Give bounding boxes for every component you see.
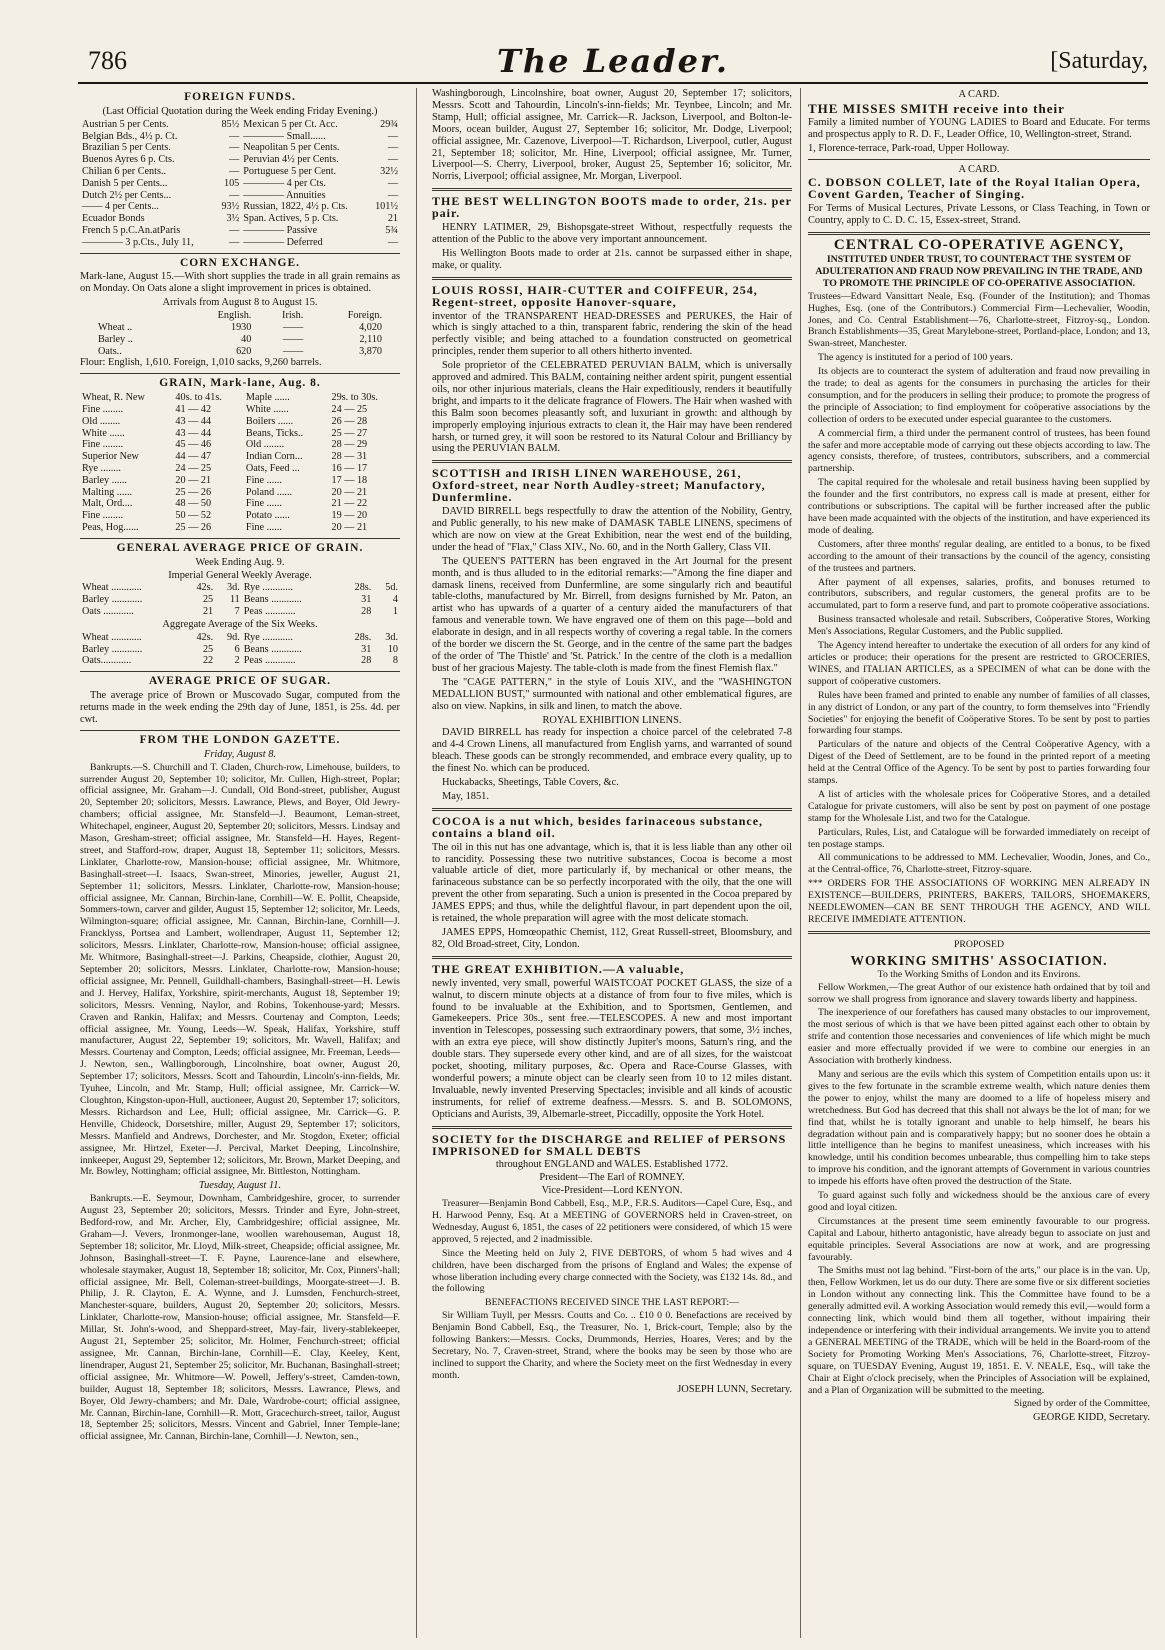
grain-row-cell: Rye ........ <box>82 462 121 474</box>
sugar-text: The average price of Brown or Muscovado Sugar, computed from the returns made in the week ending the 29th day of June, 1851, is 25s. 4d. per cwt. <box>80 690 400 725</box>
society-ad-sub: throughout ENGLAND and WALES. Established 1772. <box>495 1159 729 1171</box>
corn-arrivals-table <box>96 310 384 357</box>
corn-row-cell: Oats.. <box>98 345 122 357</box>
rossi-ad-text: inventor of the TRANSPARENT HEAD-DRESSES and PERUKES, the Hair of which is singly attached to a thin, transparent fabric, rendering the skin of the head perfectly visible; and being attached to a foundation constructed on geometrical principles, render them superior to all others hitherto invented. <box>432 310 792 358</box>
avg-row-cell: Peas ............ <box>243 606 296 618</box>
avg-row-cell: 11 <box>229 594 240 606</box>
cocoa-ad-text: The oil in this nut has one advantage, which is, that it is less liable than any other oil to rancidity. Possessing these two nutritive substances, Cocoa is become a most valuable article of diet, more particularly if, by mechanical or other means, the farinaceous substance can be so perfectly incorporated with the oily, that the one will prevent the other from separating. Such a union is presented in the Cocoa prepared by JAMES EPPS; and thus, while the delightful flavour, in part dependent upon the oil, is retained, the whole preparation will agree with the most delicate stomach. <box>432 841 792 925</box>
grain-row-cell: 24 — 25 <box>331 404 368 415</box>
card2-text: For Terms of Musical Lectures, Private Lessons, or Class Teaching, in Town or Country, apply to C. D. C. 15, Essex-street, Strand. <box>808 203 1150 227</box>
linen-ad-title: SCOTTISH and IRISH LINEN WAREHOUSE, 261, Oxford-street, near North Audley-street; Manufactory, Dunfermline. <box>432 466 766 505</box>
agency-p13: All communications to be addressed to MM. Lechevalier, Woodin, Jones, and Co., at the Central-office, 76, Charlotte-street, Fitzroy-square. <box>808 852 1150 876</box>
corn-row <box>96 322 384 334</box>
grain-aggregate-table <box>80 632 400 667</box>
smiths-p3: Many and serious are the evils which this system of Competition entails upon us: it gives to the few fortunate in the scramble extreme wealth, which nature denies them the power to enjoy, whilst the many are doomed to a life of hopeless misery and wretchedness. But God has decreed that this shall not always be the lot of man; for we find that, whilst he is totally ignorant and unable to help himself, he bears his degradation without pain and is comparatively happy; but no sooner does he obtain a little intelligence than he begins to manifest uneasiness, which increases with his knowledge, until his condition becomes unbearable, thus compelling him to take steps to improve his condition, and the ignorant attempts of Government in various countries to impede his efforts have often proved the destruction of the State. <box>808 1068 1150 1188</box>
funds-row-cell: 93½ <box>221 201 240 213</box>
funds-row-cell: — <box>229 154 240 166</box>
avg-row-cell: Wheat ............ <box>82 582 142 594</box>
funds-row <box>80 213 400 225</box>
boots-ad-text2: His Wellington Boots made to order at 21s. cannot be surpassed either in shape, make, or quality. <box>432 247 792 271</box>
agency-p4: The capital required for the wholesale and retail business having been supplied by the founder and the first contributors, no express call is made at present, either for contributions or subscriptions. The capital will be further increased after the public have been made acquainted with the objects of the institution, and have experienced its mode of dealing. <box>808 477 1150 536</box>
grain-row <box>80 487 400 499</box>
gazette-friday: Friday, August 8. <box>204 748 276 760</box>
agency-p10: Particulars of the nature and objects of the Central Coöperative Agency, with a Digest of the Deed of Settlement, are to be found in the printed report of a meeting held at the Central Office of the Agency. To be sent by post to parties forwarding four stamps. <box>808 739 1150 787</box>
column-3 <box>808 88 1150 1638</box>
grain-row-cell: White ...... <box>82 427 125 439</box>
column-1 <box>80 88 400 1638</box>
funds-row-cell: — <box>387 142 398 154</box>
grain-row-cell: 45 — 46 <box>175 439 212 451</box>
funds-row <box>80 119 400 131</box>
corn-row-cell: —— <box>282 333 304 345</box>
funds-row <box>80 154 400 166</box>
funds-row-cell: Buenos Ayres 6 p. Cts. <box>82 154 175 166</box>
corn-row-cell: —— <box>282 345 304 357</box>
avg-row-cell: 1 <box>392 606 398 618</box>
grain-average-heading: GENERAL AVERAGE PRICE OF GRAIN. <box>116 541 364 554</box>
funds-row <box>80 166 400 178</box>
gazette-friday-text: Bankrupts.—S. Churchill and T. Claden, Church-row, Limehouse, builders, to surrender August 20, September 10; solicitor, Mr. Cullen, High-street, Poplar; official assignee, Mr. Graham—J. Cundall, Old Bond-street, publisher, August 20, September 20; solicitors, Messrs. Lawrance, Plews, and Boyer, Old Jewry-chambers; official assignee, Mr. Stansfeld—J. Beaumont, Leman-street, Whitechapel, engineer, August 20, September 20; solicitors, Messrs. Lindsay and Mason, Gresham-street; official assignee, Mr. Stansfeld—H. Hayes, Regent-street, and Stafford-row, draper, August 18, September 11; solicitors, Messrs. Linklater, Charlotte-row, Mansion-house; official assignee, Mr. Whitmore, Basinghall-street—I. Isaacs, Swan-street, Minories, jeweller, August 21, September 11; solicitors, Messrs. Linklater, Charlotte-row, Mansion-house; official assignee, Mr. Cannan, Birchin-lane, Cornhill—W. E. Pollit, Cheapside, Sommers-town, carver and gilder, August 15, September 12; solicitor, Mr. Leeds, Wilmington-square; official assignee, Mr. Cannan, Birchin-lane, Cornhill—J. Francklyss, Portsea and Lambert, wollendraper, August 11, September 12; solicitors, Messrs. Linklater, Charlotte-row, Mansion-house; official assignee, Mr. Whitmore, Basinghall-street—J. Parkins, Cheapside, clothier, August 20, September 20; solicitors, Messrs. Linklater, Charlotte-row, Mansion-house; official assignee, Mr. Pennell, Guildhall-chambers, Basinghall-street—H. Lewis and J. Hervey, Halifax, Yorkshire, spirit-merchants, August 18, September 19; solicitors, Messrs. Venning, Naylor, and Robins, Tokenhouse-yard; Messrs. Craven and Rankin, Halifax; and Messrs. Courtenay and Compton, Leeds; official assignee, Mr. Young, Leeds—W. Speak, Halifax, Yorkshire, stuff manufacturer, August 22, September 19; solicitors, Mr. Wavell, Halifax; and Messrs. Courtenay and Compton, Leeds; official assignee, Mr. Freeman, Leeds—J. Newton, sen., Wallingborough, Lincolnshire, boat owner, August 20, September 17; solicitors, Messrs. Scott and Tahourdin, Lincoln's-inn-fields, Mr. Tyuhee, Lincoln, and Mr. Stamp, Hull; official assignee, Mr. Carrick—W. Cloughton, Kingston-upon-Hull, auctioneer, August 20, September 17; solicitors, Messrs. Richardson and Lee, Hull; official assignee, Mr. Carrick—G. P. Henville, Chideock, Dorsetshire, miller, August 29, September 17; solicitors, Messrs. Manfield and Andrews, Dorchester, and Mr. Stogdon, Exeter; official assignee, Mr. Hirtzel, Exeter—J. Percival, Market Deeping, Lincolnshire, innkeeper, August 29, September 12; solicitors, Mr. Brown, Market Deeping, and Mr. Bowley, Nottingham; official assignee, Mr. Bittleston, Nottingham. <box>80 761 400 1178</box>
society-text2: Since the Meeting held on July 2, FIVE DEBTORS, of whom 5 had wives and 4 children, have been discharged from the prisons of England and Wales; the expense of whose liberation including every charge connected with the Society, was £132 14s. 8d., and the following <box>432 1247 792 1295</box>
grain-row-cell: Peas, Hog...... <box>82 521 139 533</box>
avg-row-cell: 7 <box>234 606 240 618</box>
funds-row-cell: — <box>387 154 398 166</box>
grain-row-cell: Maple ...... <box>245 392 290 404</box>
grain-row-cell: Poland ...... <box>245 486 293 498</box>
funds-row-cell: 32½ <box>380 166 398 177</box>
agency-trustees: Trustees—Edward Vansittart Neale, Esq. (Founder of the Institution); and Thomas Hughes, Esq. (one of the Contributors.) Commercial Firm—Lechevalier, Woodin, Jones, and Co. Central Establishment—76, Charlotte-street, Fitzroy-sq., London. Branch Establishments—35, Great Marylebone-street, Portland-place, London; and 13, Swan-street, Manchester. <box>808 290 1150 350</box>
aggregate-row-cell: Barley ............ <box>82 643 143 655</box>
aggregate-row-cell: Oats............ <box>82 655 132 667</box>
corn-row <box>96 334 384 346</box>
aggregate-row-cell: 28s. <box>354 631 372 643</box>
grain-row-cell: 29s. to 30s. <box>331 392 378 404</box>
avg-row-cell: 5d. <box>385 582 398 594</box>
avg-row-cell: 25 <box>202 594 214 606</box>
agency-sub: INSTITUTED UNDER TRUST, TO COUNTERACT THE SYSTEM OF ADULTERATION AND FRAUD NOW PREVAILING IN THE TRADE, AND TO PROMOTE THE PRINCIPLE OF CO-OPERATIVE ASSOCIATION. <box>815 253 1143 289</box>
funds-row <box>80 142 400 154</box>
gazette-tuesday-text: Bankrupts.—E. Seymour, Downham, Cambridgeshire, grocer, to surrender August 23, September 20; solicitors, Messrs. Trinder and Eyre, John-street, Bedford-row, and Mr. Archer, Ely, Cambridgeshire; official assignee, Mr. Graham—J. Vevers, Ironmonger-lane, woollen warehouseman, August 18, September 18; solicitor, Mr. Lloyd, Milk-street, Cheapside; official assignee, Mr. Johnson, Basinghall-street—T. F. Payne, Laurence-lane and elsewhere, wholesale staymaker, August 18, September 18; solicitor, Mr. Cox, Pinners'-hall; official assignee, Mr. Bell, Coleman-street-buildings, Moorgate-street—J. B. Philip, J. R. Clayton, E. A. Wynne, and J. Lumsden, Fenchurch-street, Manchester-square, builders, August 20, September 20; solicitors, Messrs. Linklater, Charlotte-row, Mansion-house; official assignee, Mr. Stansfeld—F. Millar, St. John's-wood, and Sheppard-street, May-fair, livery-stablekeeper, August 21, September 25; solicitor, Mr. Holmer, Fenchurch-street; official assignee, Mr. Cannan, Birchin-lane, Cornhill—E. Clay, Keeley, Kent, linendraper, August 21, September 25; solicitor, Mr. Buchanan, Basinghall-street; official assignee, Mr. Whitmore—W. Powell, Jeffery's-street, Camden-town, builder, August 18, September 18; solicitors, Messrs. Lawrance, Plews, and Boyer, Old Jewry-chambers; and Mr. Dale, Wardrobe-court; official assignee, Mr. Cannan, Birchin-lane, Cornhill—R. Mott, Gracechurch-street, tailor, August 18, September 25; solicitors, Messrs. Vincent and Gabriel, Inner Temple-lane; official assignee, Mr. Cannan, Birchin-lane, Cornhill—J. Newton, sen., <box>80 1193 400 1443</box>
card1-address: 1, Florence-terrace, Park-road, Upper Holloway. <box>808 142 1010 154</box>
grain-row-cell: 43 — 44 <box>175 415 212 427</box>
funds-row-cell: Chilian 6 per Cents.. <box>82 166 167 177</box>
grain-row-cell: Wheat, R. New <box>82 392 145 404</box>
funds-row-cell: 29¾ <box>380 118 398 130</box>
aggregate-row-cell: Peas ............ <box>243 655 296 667</box>
aggregate-row-cell: 31 <box>361 643 372 655</box>
society-president: President—The Earl of ROMNEY. <box>539 1172 685 1184</box>
avg-row-cell: 42s. <box>196 582 214 594</box>
avg-row-cell: Oats ............ <box>82 606 134 618</box>
grain-heading: GRAIN, Mark-lane, Aug. 8. <box>159 377 321 390</box>
aggregate-row-cell: 10 <box>387 643 398 655</box>
grain-table <box>80 392 400 534</box>
agency-p14: *** ORDERS FOR THE ASSOCIATIONS OF WORKING MEN ALREADY IN EXISTENCE—BUILDERS, PRINTERS, BAKERS, TAILORS, SHOEMAKERS, NEEDLEWOMEN—CAN BE SENT THROUGH THE AGENCY, AND WILL RECEIVE IMMEDIATE ATTENTION. <box>808 878 1150 925</box>
grain-row-cell: 20 — 21 <box>331 486 368 498</box>
grain-average-table <box>80 582 400 617</box>
funds-row-cell: Portuguese 5 per Cent. <box>243 166 337 177</box>
grain-row-cell: 21 — 22 <box>331 498 368 510</box>
grain-row-cell: Boilers ...... <box>245 415 294 427</box>
avg-row-cell: Barley ............ <box>82 594 143 606</box>
funds-row-cell: Peruvian 4½ per Cents. <box>243 154 339 166</box>
funds-row-cell: ———— 3 p.Cts., July 11, <box>82 236 194 248</box>
funds-row <box>80 237 400 249</box>
rossi-ad-title: LOUIS ROSSI, HAIR-CUTTER and COIFFEUR, 254, Regent-street, opposite Hanover-square, <box>432 282 758 309</box>
funds-row-cell: ———— Annuities <box>243 189 326 201</box>
linen-royal: ROYAL EXHIBITION LINENS. <box>542 714 682 726</box>
aggregate-row-cell: 22 <box>202 655 214 667</box>
grain-row-cell: 16 — 17 <box>331 462 368 474</box>
exhibition-ad-text: newly invented, very small, powerful WAISTCOAT POCKET GLASS, the size of a walnut, to discern minute objects at a distance of from four to five miles, which is found to be invaluable at the Exhibition, and to Sportsmen, Gentlemen, and Gamekeepers. Price 30s., sent free.—TELESCOPES. A new and most important invention in Telescopes, possessing such extraordinary powers, that some, 3½ inches, with an extra eye piece, will show distinctly Jupiter's moons, Saturn's ring, and the double stars. They supersede every other kind, and are of all sizes, for the waistcoat pocket, shooting, military purposes, &c. Opera and Race-Course Glasses, with wonderful powers; a minute object can be clearly seen from 10 to 12 miles distant. Invaluable, newly invented Preserving Spectacles; invisible and all kinds of acoustic instruments, for relief of extreme deafness.—Messrs. S. and B. SOLOMONS, Opticians and Aurists, 39, Albemarle-street, Piccadilly, opposite the York Hotel. <box>432 977 792 1120</box>
grain-row <box>80 475 400 487</box>
grain-row-cell: Malt, Ord.... <box>82 498 133 510</box>
grain-row-cell: 26 — 28 <box>331 415 368 427</box>
linen-ad-text5: Huckabacks, Sheetings, Table Covers, &c. <box>442 777 619 789</box>
corn-row-cell: 4,020 <box>359 322 382 333</box>
grain-row-cell: Indian Corn... <box>245 451 303 463</box>
funds-row-cell: ———— 4 per Cts. <box>243 177 326 189</box>
grain-row-cell: Oats, Feed ... <box>245 462 300 474</box>
avg-row-cell: 28s. <box>354 582 372 594</box>
agency-p9: Rules have been framed and printed to enable any number of families of all classes, in any district of London, or any part of the country, to form themselves into "Friendly Societies" for enjoying the benefit of Coöperative Stores. To be sent by post to parties forwarding four stamps. <box>808 689 1150 737</box>
card1-title: THE MISSES SMITH receive into their <box>808 100 1065 116</box>
funds-row-cell: Ecuador Bonds <box>82 213 145 225</box>
funds-row-cell: — <box>387 177 398 189</box>
agency-p7: Business transacted wholesale and retail. Subscribers, Coöperative Stores, Working Men's Associations, Regular Customers, and the Public supplied. <box>808 614 1150 638</box>
agency-p1: The agency is instituted for a period of 100 years. <box>818 352 1013 364</box>
smiths-p6: The Smiths must not lag behind. "First-born of the arts," our place is in the van. Up, then, Fellow Workmen, let us do our duty. There are some five or six different societies in London without any connecting link. This the Committee have found to be a generally admitted evil. A working Association would remedy this evil,—would form a connecting link, which would bind them all together, without impairing their independence or interfering with their individual arrangements. We invite you to attend a GENERAL MEETING of the TRADE, which will be held in the Board-room of the Society for Promoting Working Men's Associations, 76, Charlotte-street, Fitzroy-square, on TUESDAY Evening, August 19, 1851. E. V. NEALE, Esq., will take the Chair at Eight o'clock precisely, when the Principles of Association will be explained, and a Plan of Organization will be submitted to the meeting. <box>808 1265 1150 1396</box>
grain-row <box>80 404 400 416</box>
avg-row-cell: 31 <box>361 594 372 606</box>
grain-row-cell: 48 — 50 <box>175 498 212 510</box>
grain-row-cell: 25 — 27 <box>331 427 368 439</box>
avg-row <box>80 594 400 606</box>
smiths-p2: The inexperience of our forefathers has caused many obstacles to our improvement, the most serious of which is that we have been pitted against each other to obtain by strife and contention those necessaries and conveniences of life which might be much easier and more effectually provided if we were to combine our energies in an Association with brotherly kindness. <box>808 1007 1150 1067</box>
funds-row-cell: Neapolitan 5 per Cents. <box>243 142 340 154</box>
corn-row <box>96 346 384 358</box>
funds-row-cell: Brazilian 5 per Cents. <box>82 142 171 154</box>
foreign-funds-heading: FOREIGN FUNDS. <box>184 91 296 103</box>
avg-row-cell: 4 <box>392 594 398 606</box>
linen-ad-text3: The "CAGE PATTERN," in the style of Louis XIV., and the "WASHINGTON MEDALLION BUST," surmounted with national and other emblematical figures, are also on view. Napkins, in silk and linen, to match the above. <box>432 676 792 712</box>
society-benefactions: BENEFACTIONS RECEIVED SINCE THE LAST REPORT:— <box>485 1297 739 1309</box>
column-divider <box>800 88 801 1638</box>
avg-row-cell: Beans ............ <box>243 594 302 606</box>
corn-col-header: Foreign. <box>347 310 382 322</box>
aggregate-row-cell: Rye ............ <box>243 631 293 643</box>
smiths-p4: To guard against such folly and wickedness should be the anxious care of every good and loyal citizen. <box>808 1190 1150 1213</box>
grain-row-cell: 20 — 21 <box>331 521 368 533</box>
corn-row-cell: 40 <box>241 333 252 345</box>
card2-title: C. DOBSON COLLET, late of the Royal Italian Opera, Covent Garden, Teacher of Singing. <box>808 175 1141 202</box>
corn-row-cell: 3,870 <box>359 345 382 357</box>
grain-row-cell: Malting ...... <box>82 486 133 498</box>
aggregate-row <box>80 644 400 656</box>
funds-row-cell: Russian, 1822, 4½ p. Cts. <box>243 201 348 213</box>
grain-row-cell: Fine ........ <box>82 439 124 451</box>
grain-row-cell: 25 — 26 <box>175 521 212 533</box>
funds-row <box>80 201 400 213</box>
grain-row-cell: Fine ...... <box>245 521 282 533</box>
gazette-tuesday: Tuesday, August 11. <box>198 1180 282 1192</box>
aggregate-row-cell: 3d. <box>385 631 398 643</box>
page-number: 786 <box>88 46 127 75</box>
smiths-label: PROPOSED <box>953 938 1005 950</box>
linen-ad-text: DAVID BIRRELL begs respectfully to draw the attention of the Nobility, Gentry, and Public generally, to his new make of DAMASK TABLE LINENS, specimens of which are now on view at the Great Exhibition, near the west end of the building, under the head of "Flax," Class XIV., No. 60, and in the North Gallery, Class VII. <box>432 506 792 553</box>
smiths-sub: To the Working Smiths of London and its Environs. <box>877 968 1081 980</box>
agency-p8: The Agency intend hereafter to undertake the execution of all orders for any kind of articles or produce; their operations for the present are restricted to GROCERIES, WINES, and ITALIAN ARTICLES, as a SPECIMEN of what can be done with the support of coöperative customers. <box>808 640 1150 687</box>
grain-row <box>80 522 400 534</box>
smiths-sign2: GEORGE KIDD, Secretary. <box>1032 1412 1150 1424</box>
smiths-sign1: Signed by order of the Committee, <box>1013 1398 1150 1410</box>
funds-row-cell: — <box>229 236 240 248</box>
masthead-title: The Leader. <box>497 42 729 80</box>
column-2 <box>432 88 792 1638</box>
funds-row-cell: ———— Passive <box>243 224 318 236</box>
smiths-title: WORKING SMITHS' ASSOCIATION. <box>850 952 1108 968</box>
grain-row-cell: Old ........ <box>245 439 285 451</box>
page-header <box>78 42 1148 84</box>
grain-row-cell: Fine ...... <box>245 498 282 510</box>
society-vice: Vice-President—Lord KENYON. <box>541 1185 683 1197</box>
funds-row-cell: Span. Actives, 5 p. Cts. <box>243 213 339 225</box>
avg-row-cell: 21 <box>202 606 214 618</box>
funds-row-cell: — <box>229 224 240 236</box>
funds-row-cell: Austrian 5 per Cents. <box>82 118 169 130</box>
funds-row-cell: — <box>229 166 240 177</box>
grain-average-imperial: Imperial General Weekly Average. <box>168 569 312 581</box>
agency-p2: Its objects are to counteract the system of adulteration and fraud now prevailing in the trade; to deal as agents for the consumers in purchasing the articles for their consumption, and for the producers in selling their produce; to promote the progress of the principle of Association; to find employment for coöperative associations by the collection of orders to be executed under especial guarantee to the customers. <box>808 366 1150 425</box>
funds-row-cell: — <box>229 189 240 201</box>
corn-exchange-heading: CORN EXCHANGE. <box>179 256 301 269</box>
linen-ad-date: May, 1851. <box>442 790 489 802</box>
agency-p3: A commercial firm, a third under the permanent control of trustees, has been found the safer and more acceptable mode of carrying out these objects according to law. The agency consists, therefore, of trustees, contributors, subscribers, and a commercial partnership. <box>808 427 1150 475</box>
corn-row-cell: Wheat .. <box>98 322 133 333</box>
grain-row-cell: 41 — 42 <box>175 404 212 415</box>
avg-row-cell: 28 <box>361 606 372 618</box>
exhibition-ad-title: THE GREAT EXHIBITION.—A valuable, <box>432 961 685 976</box>
aggregate-row <box>80 632 400 644</box>
grain-row-cell: Barley ...... <box>82 474 127 486</box>
grain-row <box>80 416 400 428</box>
funds-row <box>80 131 400 143</box>
agency-p6: After payment of all expenses, salaries, profits, and bonuses returned to contributors, subscribers, and regular customers, the general profits are to be accumulated, part to form a reserve fund, and part to promote coöperative associations. <box>808 576 1150 612</box>
aggregate-row-cell: 25 <box>202 643 214 655</box>
grain-row-cell: 28 — 31 <box>331 451 368 463</box>
funds-row-cell: ———— Deferred <box>243 236 323 248</box>
aggregate-row-cell: 6 <box>234 643 240 655</box>
funds-row-cell: Dutch 2½ per Cents... <box>82 189 172 201</box>
funds-row-cell: 21 <box>387 213 398 225</box>
avg-row-cell: 3d. <box>227 582 240 594</box>
funds-row-cell: — <box>229 142 240 154</box>
corn-header-row <box>96 310 384 322</box>
grain-row-cell: 25 — 26 <box>175 486 212 498</box>
grain-row-cell: 17 — 18 <box>331 474 368 486</box>
page-date: [Saturday, <box>1050 48 1148 74</box>
society-ad-title: SOCIETY for the DISCHARGE and RELIEF of PERSONS IMPRISONED for SMALL DEBTS <box>432 1131 787 1158</box>
grain-row-cell: 20 — 21 <box>175 474 212 486</box>
linen-ad-text2: The QUEEN'S PATTERN has been engraved in the Art Journal for the present month, and is thus alluded to in the editorial remarks:—"Among the fine diaper and damask linens, received from Dunfermline, are some singularly rich and beautiful table-cloths, manufactured by Mr. Birrell, from designs furnished by Mr. Paton, an artist who has upwards of a quarter of a century aided the manufacturers of that famous and venerable town. We have engraved one of them on this page—bold and elaborate in design, and in all respects worthy of covering a regal table. In the corners of the border we discern the St. George, and in the centre of the same part the badges of the order of 'The Thistle' and 'St. Patrick.' In the centre of the cloth is a medallion bust of her gracious Majesty. The table-cloth is made from the finest Flemish flax." <box>432 555 792 674</box>
foreign-funds-table <box>80 119 400 249</box>
grain-row-cell: Fine ...... <box>245 474 282 486</box>
funds-row <box>80 178 400 190</box>
funds-row <box>80 190 400 202</box>
corn-arrivals: Arrivals from August 8 to August 15. <box>162 297 318 309</box>
gazette-continued: Washingborough, Lincolnshire, boat owner, August 20, September 17; solicitors, Messrs. Scott and Tahourdin, Lincoln's-inn-fields; Mr. Teynbee, Lincoln; and Mr. Stamp, Hull; official assignee, Mr. Carrick—R. Jackson, Liverpool, and Bolton-le-Moors, ocean builder, August 27, September 16; solicitor, Mr. Dodge, Liverpool; official assignee, Mr. Cazenove, Liverpool—T. Richardson, Liverpool, cutler, August 21, September 18; solicitor, Mr. Hine, Liverpool; official assignee, Mr. Turner, Liverpool—S. Cherry, Liverpool, broker, August 25, September 16; solicitor, Mr. Norris, Liverpool; official assignee, Mr. Morgan, Liverpool. <box>432 88 792 183</box>
avg-row <box>80 582 400 594</box>
grain-row <box>80 439 400 451</box>
corn-row-cell: Barley .. <box>98 333 133 345</box>
society-text3: Sir William Tuyll, per Messrs. Coutts and Co. .. £10 0 0. Benefactions are received by Benjamin Bond Cabbell, Esq., the Treasurer, No. 1, Brick-court, Temple; also by the following Bankers:—Messrs. Cocks, Drummonds, Herries, Hoares, Veres; and by the Secretary, No. 7, Craven-street, Strand, where the books may be seen by those who are inclined to support the Charity, and where the Society meet on the first Wednesday in every month. <box>432 1310 792 1381</box>
grain-row <box>80 463 400 475</box>
corn-exchange-intro: Mark-lane, August 15.—With short supplies the trade in all grain remains as on Monday. On Oats alone a slight improvement in prices is obtained. <box>80 271 400 295</box>
aggregate-row-cell: Wheat ............ <box>82 631 142 643</box>
corn-row-cell: 620 <box>236 345 252 357</box>
corn-col-header: English. <box>217 310 252 322</box>
avg-row-cell: Rye ............ <box>243 582 293 594</box>
grain-row-cell: Old ........ <box>82 415 121 427</box>
agency-p5: Customers, after three months' regular dealing, are entitled to a bonus, to be fixed according to the amount of their transactions by the council of the agency, consisting of the trustees and partners. <box>808 538 1150 574</box>
agency-title: CENTRAL CO-OPERATIVE AGENCY, <box>833 237 1125 254</box>
boots-ad-title: THE BEST WELLINGTON BOOTS made to order, 21s. per pair. <box>432 194 792 221</box>
funds-row-cell: 105 <box>223 177 240 189</box>
grain-row-cell: 44 — 47 <box>175 451 212 463</box>
funds-row-cell: — <box>229 130 240 142</box>
smiths-p1: Fellow Workmen,—The great Author of our existence hath ordained that by toil and sorrow we shall progress from ignorance and slavery towards liberty and happiness. <box>808 981 1150 1005</box>
aggregate-row-cell: 8 <box>392 655 398 667</box>
agency-p12: Particulars, Rules, List, and Catalogue will be forwarded immediately on receipt of ten postage stamps. <box>808 826 1150 850</box>
grain-row <box>80 392 400 404</box>
grain-row <box>80 451 400 463</box>
aggregate-row-cell: Beans ............ <box>243 643 302 655</box>
linen-ad-text4: DAVID BIRRELL has ready for inspection a choice parcel of the celebrated 7-8 and 4-4 Crown Linens, all manufactured from English yarns, and warranted of sound bleach. These goods can be strongly recommended, and embrace every quality, up to the finest No. which can be produced. <box>432 727 792 775</box>
grain-average-week: Week Ending Aug. 9. <box>195 556 285 568</box>
grain-row-cell: Fine ........ <box>82 404 124 415</box>
funds-row-cell: —— 4 per Cents... <box>82 201 159 213</box>
funds-row-cell: — <box>387 130 398 142</box>
grain-row-cell: Superior New <box>82 451 139 463</box>
funds-row-cell: French 5 p.C.An.atParis <box>82 224 181 236</box>
gazette-heading: FROM THE LONDON GAZETTE. <box>139 733 341 746</box>
grain-row-cell: 24 — 25 <box>175 462 212 474</box>
cocoa-ad-title: COCOA is a nut which, besides farinaceous substance, contains a bland oil. <box>432 813 764 840</box>
corn-flour: Flour: English, 1,610. Foreign, 1,010 sacks, 9,260 barrels. <box>80 357 322 369</box>
society-signature: JOSEPH LUNN, Secretary. <box>677 1383 792 1395</box>
society-text: Treasurer—Benjamin Bond Cabbell, Esq., M.P., F.R.S. Auditors—Capel Cure, Esq., and H. Harwood Penny, Esq. At a MEETING of GOVERNORS held in Craven-street, on Wednesday, August 6, 1851, the cases of 22 petitioners were considered, of which 15 were approved, 5 rejected, and 2 inadmissible. <box>432 1198 792 1245</box>
foreign-funds-subheading: (Last Official Quotation during the Week ending Friday Evening.) <box>102 105 378 117</box>
funds-row-cell: — <box>387 236 398 248</box>
corn-row-cell: —— <box>282 322 304 333</box>
grain-row-cell: Beans, Ticks.. <box>245 427 304 439</box>
grain-aggregate: Aggregate Average of the Six Weeks. <box>162 618 318 630</box>
smiths-p5: Circumstances at the present time seem eminently favourable to our progress. Capital and Labour, hitherto antagonistic, have already begun to associate on just and equitable principles. Several Associations are now at work, and are progressing favourably. <box>808 1215 1150 1263</box>
column-divider <box>416 88 417 1638</box>
funds-row-cell: Belgian Bds., 4½ p. Ct. <box>82 130 178 142</box>
aggregate-row <box>80 655 400 667</box>
aggregate-row-cell: 2 <box>234 655 240 667</box>
card1-label: A CARD. <box>958 89 1000 100</box>
avg-row <box>80 606 400 618</box>
aggregate-row-cell: 42s. <box>196 631 214 643</box>
funds-row-cell: 3½ <box>226 213 240 225</box>
cocoa-ad-text2: JAMES EPPS, Homœopathic Chemist, 112, Great Russell-street, Bloomsbury, and 82, Old Broad-street, City, London. <box>432 927 792 950</box>
grain-row-cell: Fine ........ <box>82 510 124 522</box>
grain-row-cell: Potato ...... <box>245 510 290 522</box>
funds-row-cell: ———— Small...... <box>243 130 326 142</box>
grain-row-cell: 50 — 52 <box>175 510 212 522</box>
corn-col-header <box>96 310 176 322</box>
funds-row-cell: 5¾ <box>385 224 398 236</box>
funds-row-cell: Mexican 5 per Ct. Acc. <box>243 118 338 130</box>
grain-row-cell: 43 — 44 <box>175 427 212 439</box>
funds-row-cell: 101½ <box>375 201 398 213</box>
boots-ad-text: HENRY LATIMER, 29, Bishopsgate-street Without, respectfully requests the attention of the Public to the above very important announcement. <box>432 222 792 245</box>
agency-p11: A list of articles with the wholesale prices for Coöperative Stores, and a detailed Catalogue for private customers, will also be sent by post on payment of one postage stamp for the Wholesale List, and two for the Catalogue. <box>808 788 1150 824</box>
corn-col-header: Irish. <box>282 310 304 322</box>
funds-row-cell: 85½ <box>221 118 240 130</box>
funds-row <box>80 225 400 237</box>
corn-row-cell: 1930 <box>230 322 252 333</box>
sugar-heading: AVERAGE PRICE OF SUGAR. <box>148 675 332 688</box>
corn-row-cell: 2,110 <box>359 333 382 345</box>
grain-row <box>80 498 400 510</box>
grain-row-cell: 19 — 20 <box>331 510 368 522</box>
grain-row-cell: 28 — 29 <box>331 439 368 451</box>
grain-row <box>80 428 400 440</box>
grain-row-cell: White ...... <box>245 404 289 415</box>
rossi-ad-text2: Sole proprietor of the CELEBRATED PERUVIAN BALM, which is universally approved and admired. This BALM, containing neither ardent spirit, pungent essential oils, nor other injurious materials, cleans the Hair expeditiously, renders it beautifully bright, and imparts to it the delicate fragrance of Flowers. The Hair when washed with this Balm soon becomes pleasantly soft, and luxuriant in growth: and although by improperly employing injurious extracts to clean it, the Hair may have been rendered harsh, or turned grey, it will soon be restored to its Natural Colour and Brilliancy by using the PERUVIAN BALM. <box>432 360 792 455</box>
aggregate-row-cell: 28 <box>361 655 372 667</box>
grain-row-cell: 40s. to 41s. <box>175 392 222 404</box>
funds-row-cell: — <box>387 189 398 201</box>
funds-row-cell: Danish 5 per Cents... <box>82 177 168 189</box>
grain-row <box>80 510 400 522</box>
card2-label: A CARD. <box>958 163 1000 175</box>
card1-text: Family a limited number of YOUNG LADIES to Board and Educate. For terms and prospectus apply to R. D. F., Leader Office, 10, Wellington-street, Strand. <box>808 116 1150 140</box>
aggregate-row-cell: 9d. <box>227 631 240 643</box>
